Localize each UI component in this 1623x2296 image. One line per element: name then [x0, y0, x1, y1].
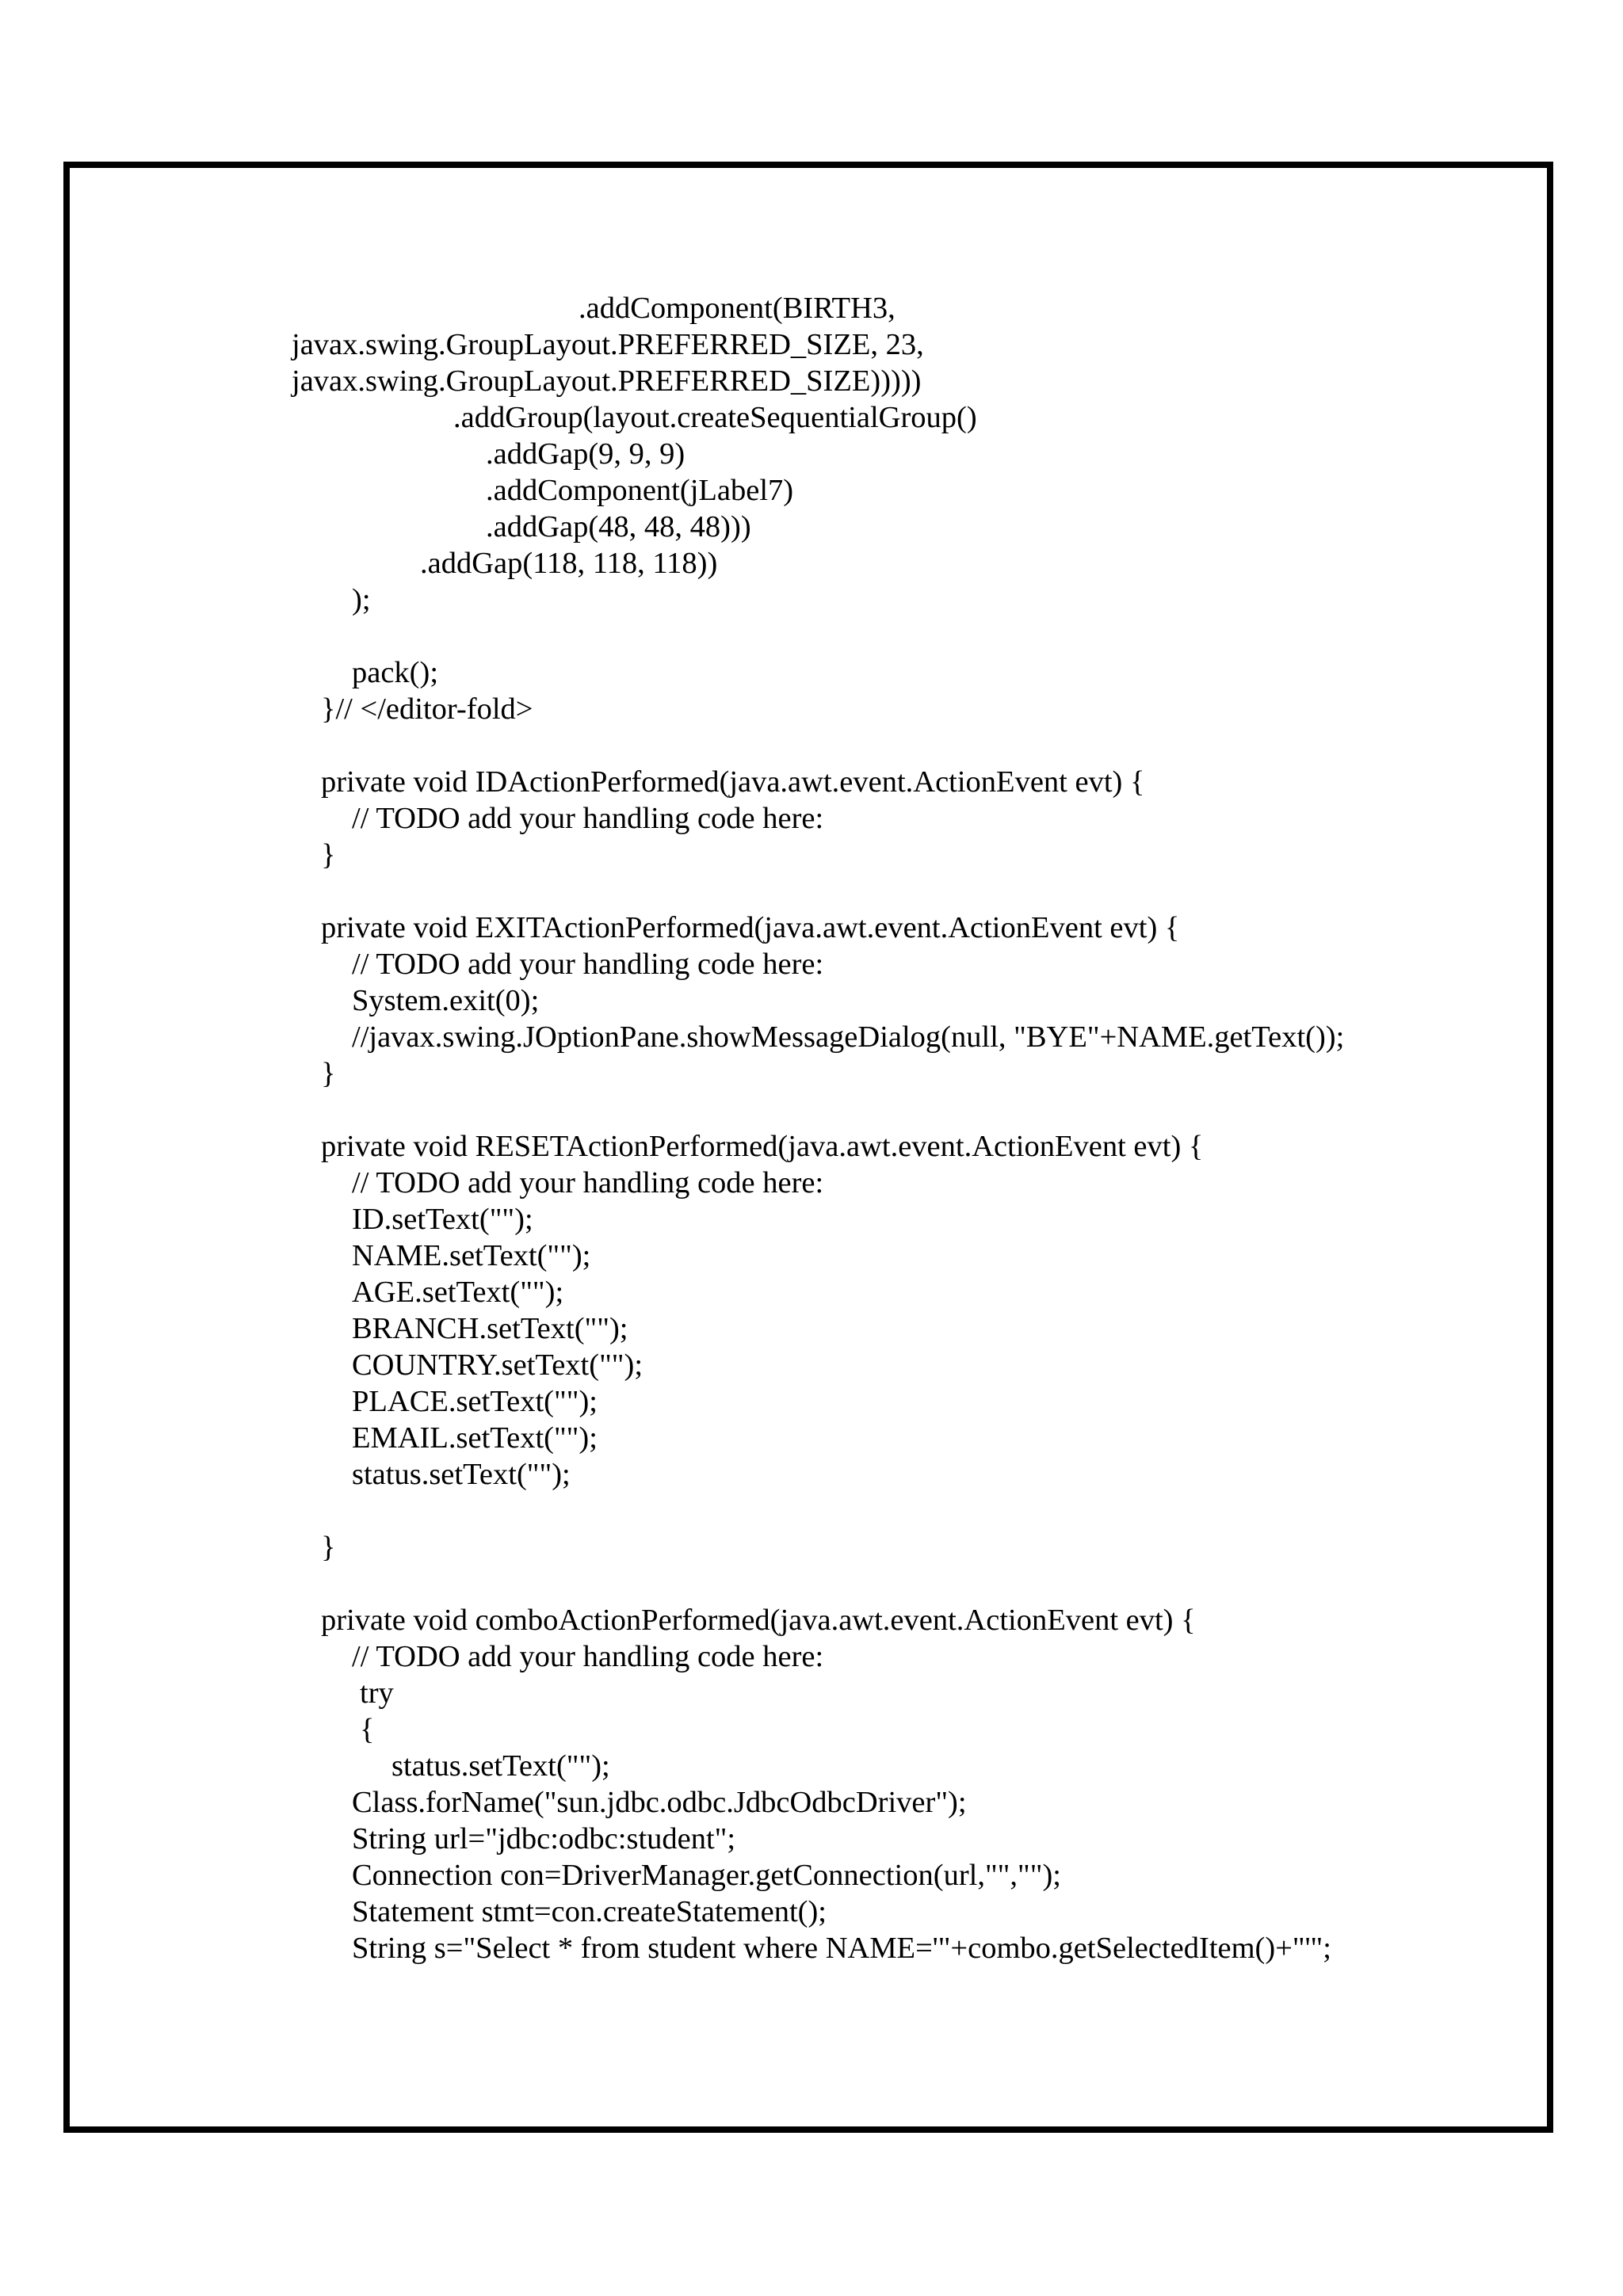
- code-line: Statement stmt=con.createStatement();: [352, 1895, 827, 1928]
- code-line: AGE.setText("");: [352, 1276, 564, 1309]
- code-line: .addGap(118, 118, 118)): [420, 547, 718, 580]
- code-line: .addGap(9, 9, 9): [486, 437, 685, 471]
- page-frame: [63, 162, 1553, 2133]
- code-line: }// </editor-fold>: [321, 692, 533, 726]
- code-line: Class.forName("sun.jdbc.odbc.JdbcOdbcDriver");: [352, 1786, 967, 1819]
- code-line: status.setText("");: [391, 1749, 610, 1783]
- code-line: // TODO add your handling code here:: [352, 802, 824, 835]
- code-line: );: [352, 583, 371, 616]
- code-line: .addGap(48, 48, 48))): [486, 510, 751, 543]
- code-line: // TODO add your handling code here:: [352, 1640, 824, 1673]
- code-line: // TODO add your handling code here:: [352, 1166, 824, 1199]
- code-line: .addGroup(layout.createSequentialGroup(): [453, 401, 977, 434]
- code-line: Connection con=DriverManager.getConnection(url,"","");: [352, 1859, 1061, 1892]
- code-line: status.setText("");: [352, 1458, 571, 1491]
- code-body: [70, 168, 1547, 2126]
- code-line: private void comboActionPerformed(java.awt.event.ActionEvent evt) {: [321, 1604, 1196, 1637]
- code-line: }: [321, 838, 336, 871]
- code-line: ID.setText("");: [352, 1203, 533, 1236]
- code-line: EMAIL.setText("");: [352, 1421, 598, 1455]
- code-line: private void EXITActionPerformed(java.awt.event.ActionEvent evt) {: [321, 911, 1180, 944]
- code-line: }: [321, 1057, 336, 1090]
- code-line: }: [321, 1531, 336, 1564]
- code-line: javax.swing.GroupLayout.PREFERRED_SIZE, 23,: [292, 328, 924, 361]
- code-line: System.exit(0);: [352, 984, 540, 1017]
- code-line: String s="Select * from student where NAME='"+combo.getSelectedItem()+"'";: [352, 1932, 1331, 1965]
- code-line: pack();: [352, 656, 439, 689]
- code-line: javax.swing.GroupLayout.PREFERRED_SIZE))))): [292, 364, 922, 398]
- code-line: .addComponent(jLabel7): [486, 474, 794, 507]
- code-line: COUNTRY.setText("");: [352, 1348, 643, 1382]
- code-line: // TODO add your handling code here:: [352, 948, 824, 981]
- code-line: private void IDActionPerformed(java.awt.event.ActionEvent evt) {: [321, 765, 1145, 799]
- code-line: private void RESETActionPerformed(java.awt.event.ActionEvent evt) {: [321, 1130, 1204, 1163]
- code-line: //javax.swing.JOptionPane.showMessageDialog(null, "BYE"+NAME.getText());: [352, 1020, 1345, 1054]
- code-line: NAME.setText("");: [352, 1239, 591, 1272]
- code-line: String url="jdbc:odbc:student";: [352, 1822, 736, 1855]
- code-line: BRANCH.setText("");: [352, 1312, 628, 1345]
- code-line: .addComponent(BIRTH3,: [579, 292, 896, 325]
- code-line: try: [360, 1676, 394, 1710]
- code-line: PLACE.setText("");: [352, 1385, 598, 1418]
- code-line: {: [360, 1713, 375, 1746]
